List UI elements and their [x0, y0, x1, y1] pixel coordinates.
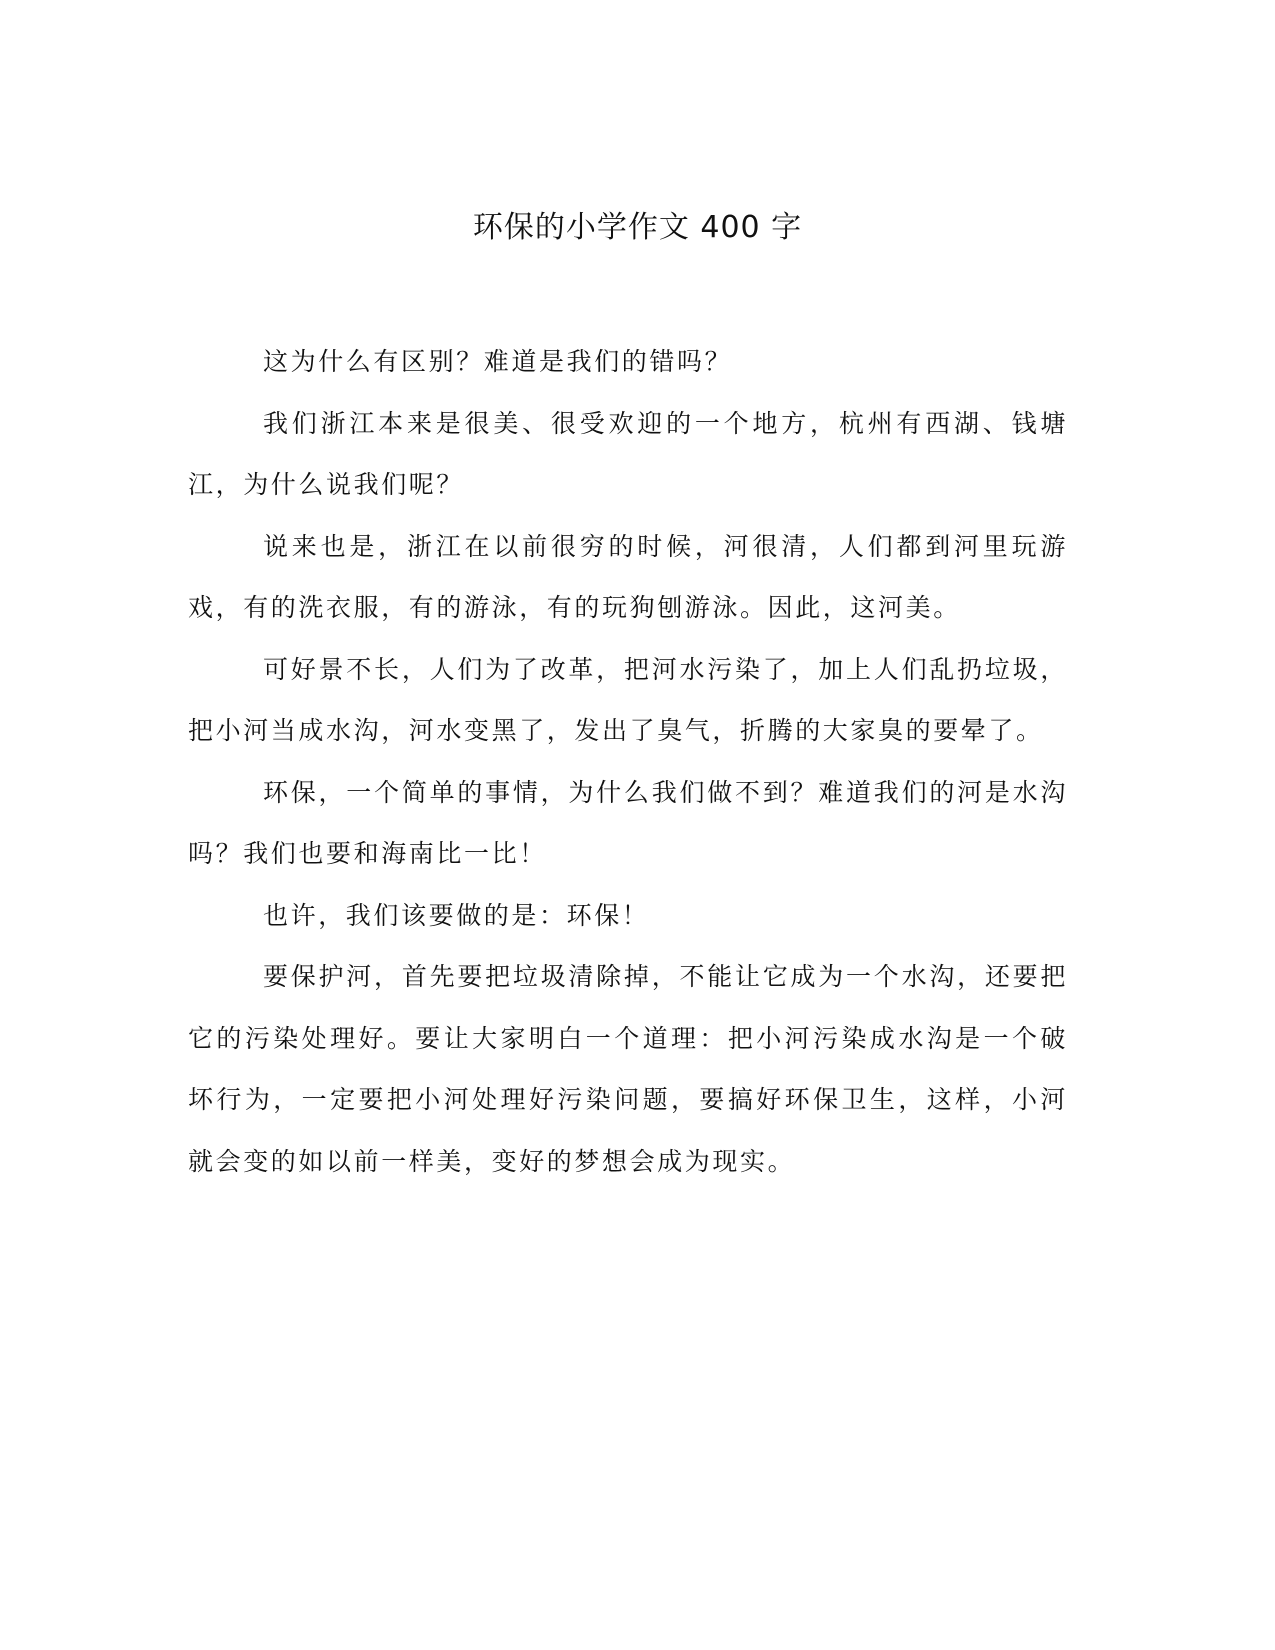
document-title: 环保的小学作文 400 字	[472, 210, 803, 245]
paragraph-4: 可好景不长，人们为了改革，把河水污染了，加上人们乱扔垃圾，把小河当成水沟，河水变黑了，发出了臭气，折腾的大家臭的要晕了。	[188, 654, 1068, 745]
document-body	[188, 331, 1068, 1192]
paragraph-6: 也许，我们该要做的是：环保！	[263, 900, 650, 930]
paragraph-7: 要保护河，首先要把垃圾清除掉，不能让它成为一个水沟，还要把它的污染处理好。要让大家明白一个道理：把小河污染成水沟是一个破坏行为，一定要把小河处理好污染问题，要搞好环保卫生，这样，小河就会变的如以前一样美，变好的梦想会成为现实。	[188, 962, 1068, 1176]
paragraph-3: 说来也是，浙江在以前很穷的时候，河很清，人们都到河里玩游戏，有的洗衣服，有的游泳，有的玩狗刨游泳。因此，这河美。	[188, 531, 1068, 622]
paragraph-5: 环保，一个简单的事情，为什么我们做不到？难道我们的河是水沟吗？我们也要和海南比一比！	[188, 777, 1068, 868]
paragraph-2: 我们浙江本来是很美、很受欢迎的一个地方，杭州有西湖、钱塘江，为什么说我们呢？	[188, 408, 1068, 499]
paragraph-1: 这为什么有区别？难道是我们的错吗？	[263, 347, 733, 376]
